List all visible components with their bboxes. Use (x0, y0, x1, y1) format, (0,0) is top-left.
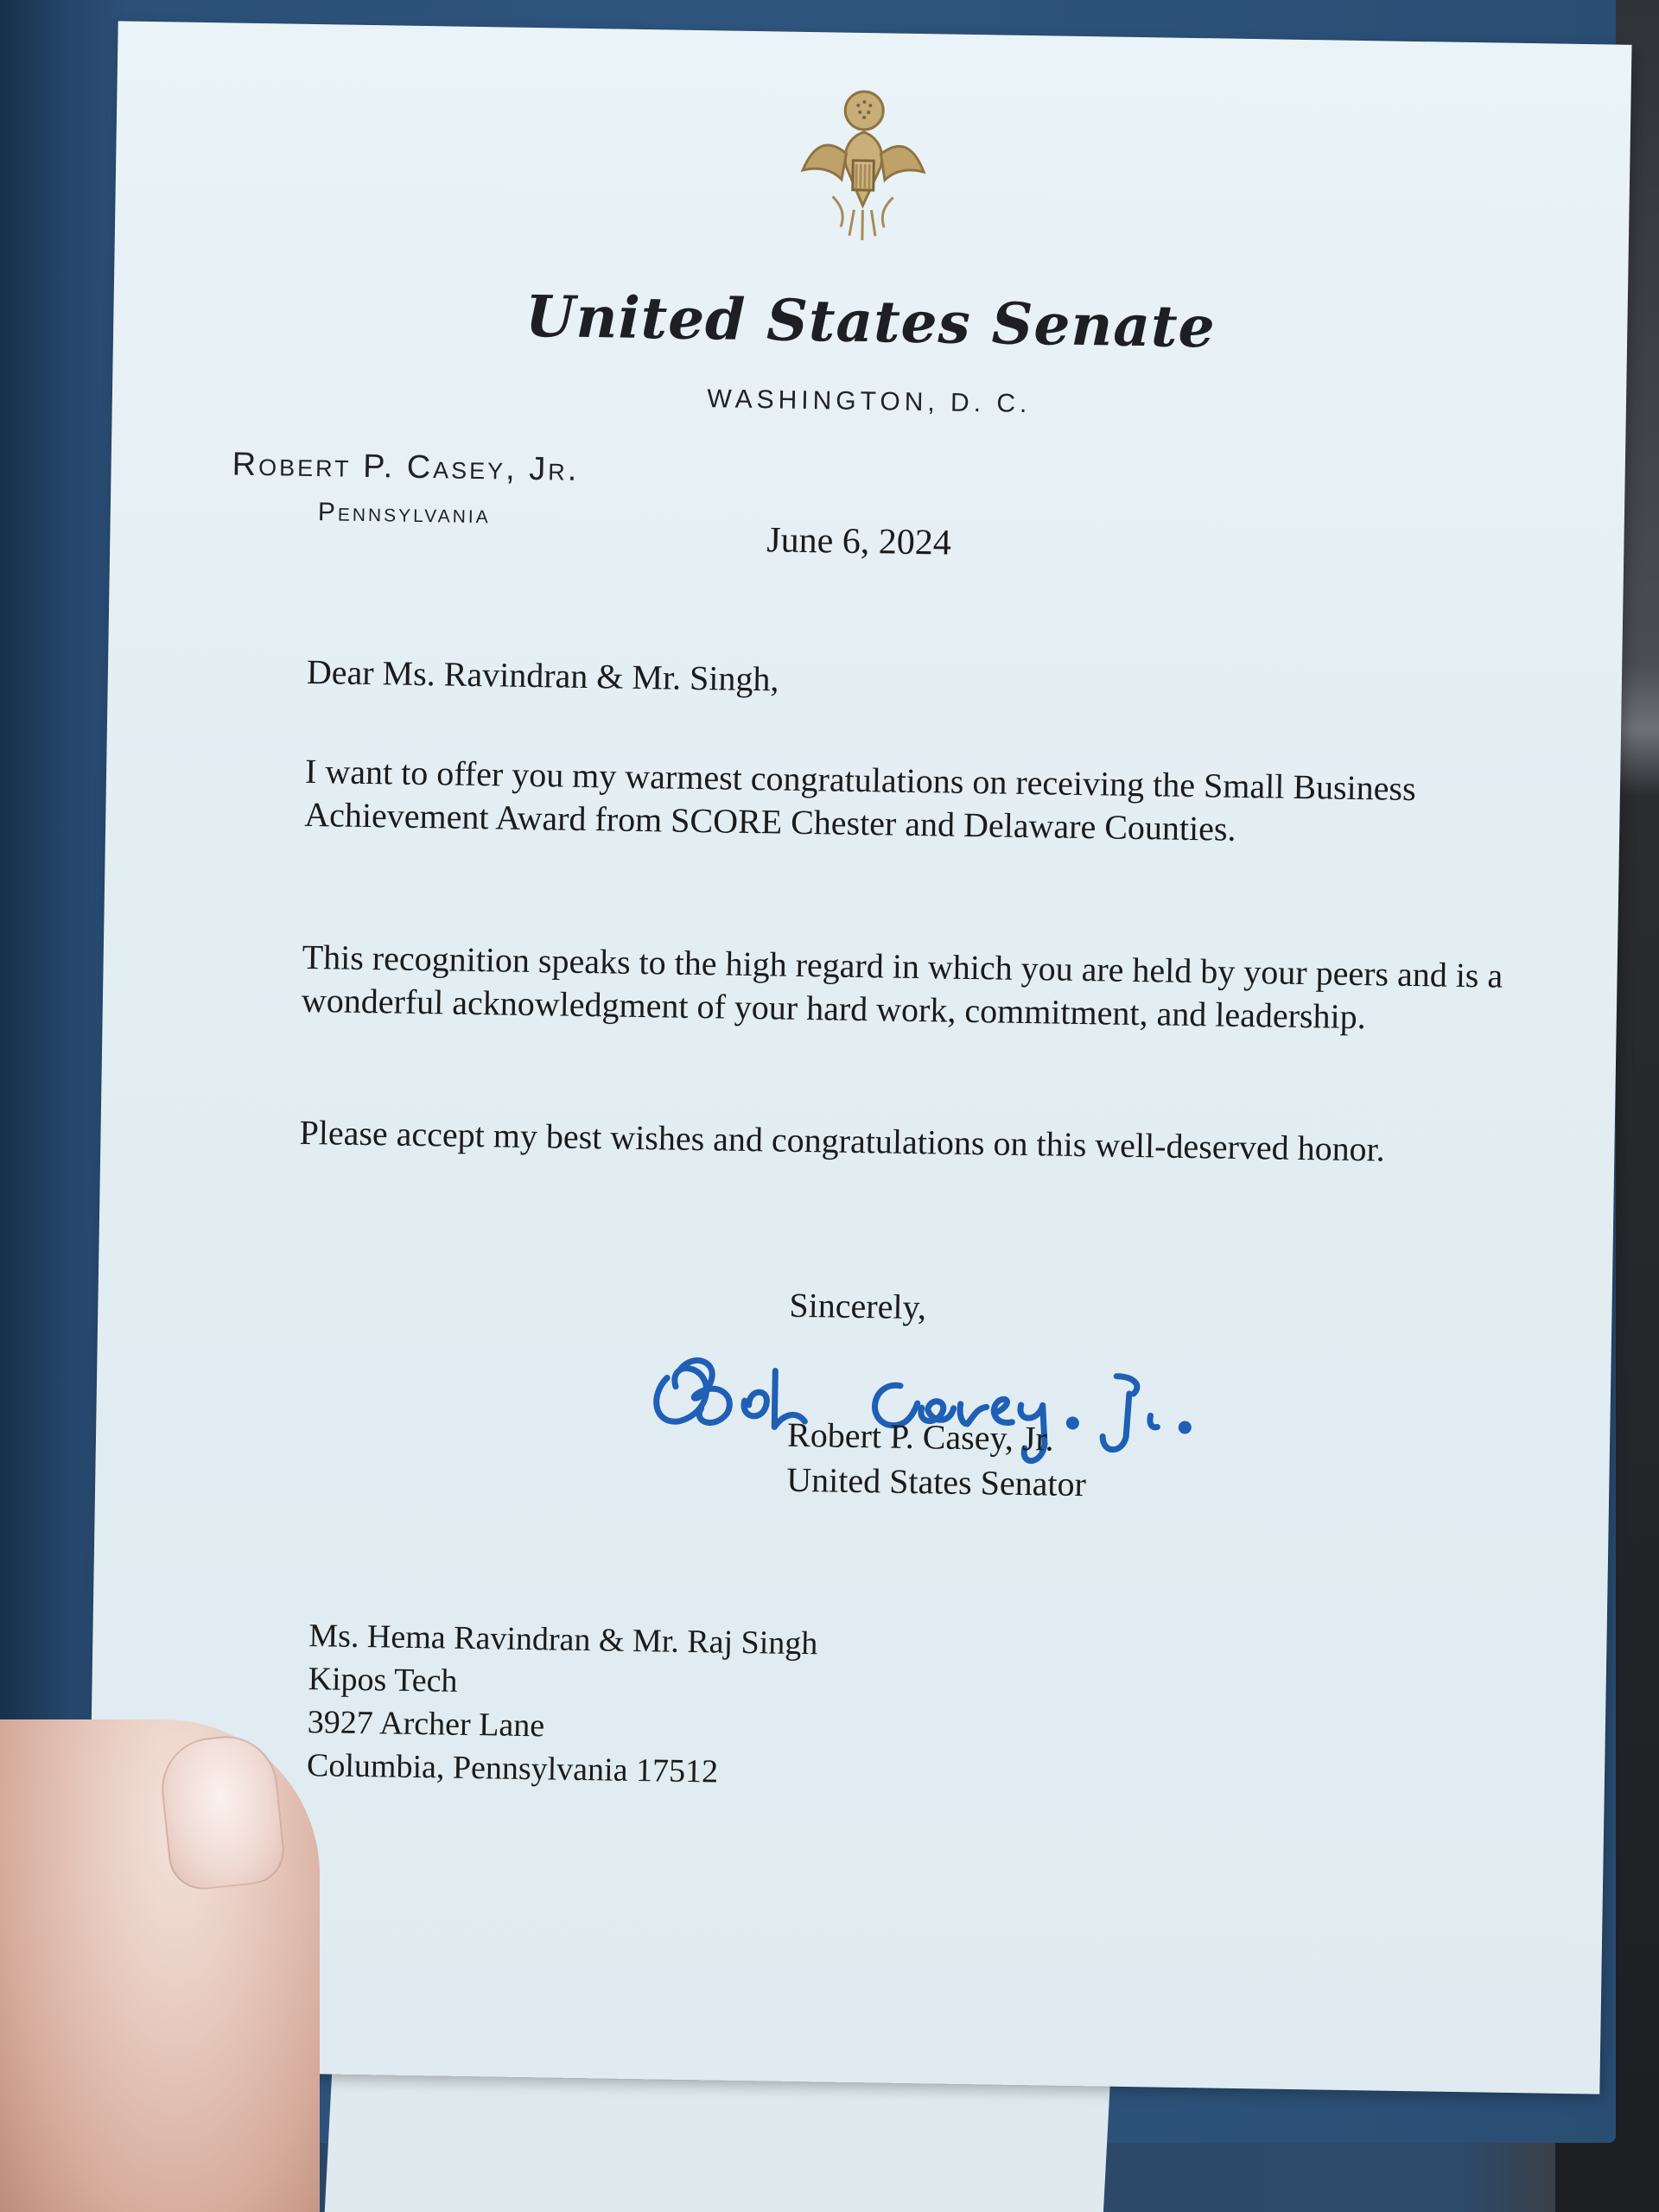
letterhead-title: United States Senate (524, 282, 1217, 361)
sender-state: Pennsylvania (317, 498, 492, 530)
letter-date: June 6, 2024 (766, 520, 952, 563)
sender-name: Robert P. Casey, Jr. (232, 446, 580, 488)
letter-page (86, 21, 1631, 2094)
great-seal-eagle-icon (798, 84, 930, 250)
salutation: Dear Ms. Ravindran & Mr. Singh, (306, 652, 779, 699)
paragraph-1: I want to offer you my warmest congratulations on receiving the Small Business Achievement Award from SCORE Chester and Delaware Counties. (303, 751, 1416, 849)
address-line-4: Columbia, Pennsylvania 17512 (306, 1747, 719, 1790)
address-line-3: 3927 Archer Lane (307, 1704, 545, 1745)
paragraph-3: Please accept my best wishes and congratulations on this well-deserved honor. (299, 1112, 1386, 1169)
recipient-address (307, 1614, 818, 1795)
signer-name: Robert P. Casey, Jr. (786, 1414, 1054, 1459)
paragraph-2: This recognition speaks to the high regard in which you are held by your peers and is a wonderful acknowledgment of your hard work, commitment, and leadership. (301, 937, 1503, 1037)
letterhead-location: WASHINGTON, D. C. (707, 385, 1032, 419)
signer-title: United States Senator (785, 1459, 1087, 1504)
address-line-2: Kipos Tech (308, 1661, 458, 1700)
address-line-1: Ms. Hema Ravindran & Mr. Raj Singh (308, 1618, 818, 1662)
closing: Sincerely, (789, 1285, 927, 1327)
